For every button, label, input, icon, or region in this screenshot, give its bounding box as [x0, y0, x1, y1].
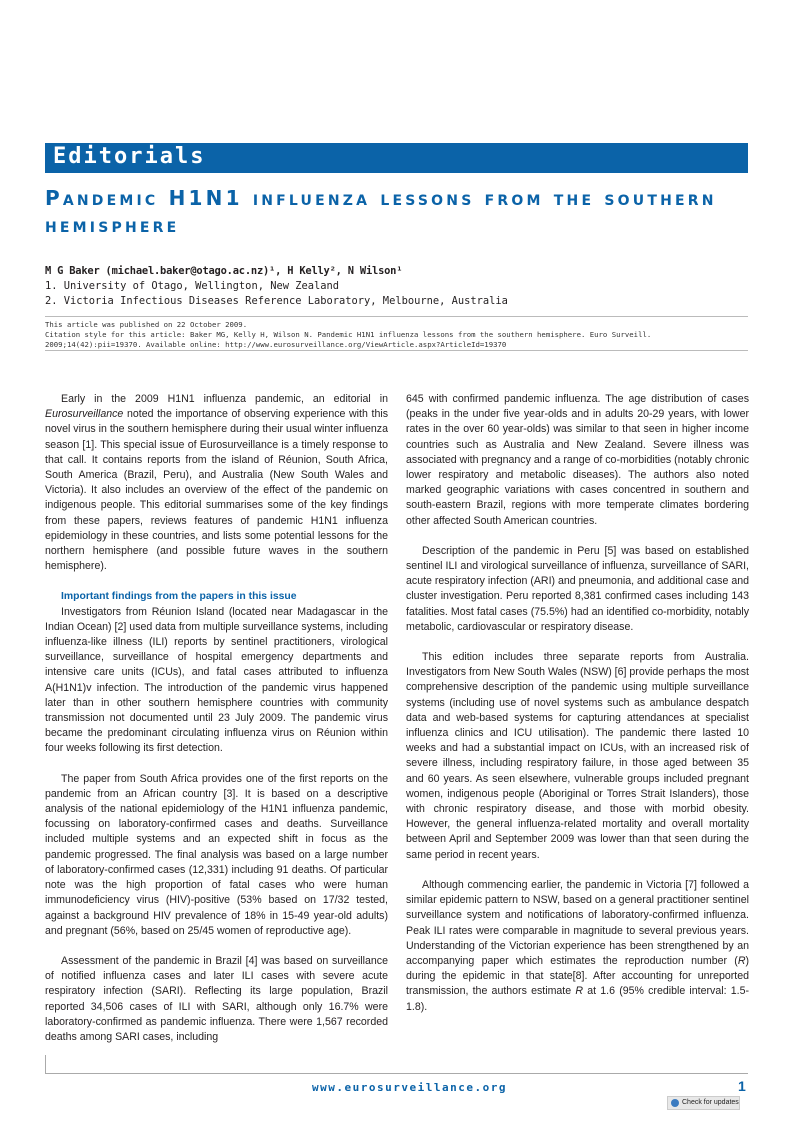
page-number: 1 — [738, 1078, 746, 1094]
paragraph: Description of the pandemic in Peru [5] was based on established sentinel ILI and virological surveillance of influenza, surveillance of SARI, acute respiratory infection (ARI) and pneumonia, and additional case and cluster investigation. Peru reported 8,381 confirmed cases including 143 fatalities. Most fatal cases (75.5%) had an identified co-morbidity, notably metabolic, cardiovascular or respiratory disease. — [406, 544, 749, 633]
section-label: Editorials — [53, 144, 206, 169]
publication-info — [45, 320, 750, 350]
refresh-icon — [671, 1099, 679, 1107]
divider — [45, 316, 748, 317]
authors-block — [45, 265, 755, 310]
paragraph: The paper from South Africa provides one of the first reports on the pandemic from an African country [3]. It is based on a descriptive analysis of the national epidemiology of the H1N1 influenza pandemic, focussing on laboratory-confirmed cases and deaths. Surveillance included multiple systems and an expected shift in focus as the pandemic progressed. The final analysis was based on a large number of laboratory-confirmed cases (12,331) including 91 deaths. Of particular note was the high proportion of fatal cases who were human immunodeficiency virus (HIV)-positive (53% based on 17/32 tested, against a background HIV prevalence of 18% in 15-49 year-old adults) and pregnant (56%, based on 25/45 women of reproductive age). — [45, 772, 388, 937]
paragraph: Investigators from Réunion Island (located near Madagascar in the Indian Ocean) [2] used data from multiple surveillance systems, including influenza-like illness (ILI) reports by sentinel practitioners, virological surveillance, surveillance of hospital emergency departments and intensive care units (ICUs), and fatal cases attributed to influenza A(H1N1)v infection. The introduction of the pandemic virus happened later than in other southern hemisphere countries with community transmission not documented until 23 July 2009. The pandemic virus became the predominant circulating influenza virus on Réunion within four weeks following its first detection. — [45, 605, 388, 755]
column-left — [45, 392, 388, 1060]
paragraph: Assessment of the pandemic in Brazil [4] was based on surveillance of notified influenza cases and later ILI cases with severe acute respiratory infection (SARI). Reflecting its large population, Brazil reported 34,506 cases of ILI with SARI, although only 16.7% were laboratory-confirmed as pandemic influenza. There were 1,567 recorded deaths among SARI cases, including — [45, 954, 388, 1043]
section-heading: Important findings from the papers in this issue — [61, 591, 297, 603]
paragraph: Although commencing earlier, the pandemic in Victoria [7] followed a similar epidemic pattern to NSW, based on a general practitioner sentinel surveillance system and notifications of laboratory-confirmed influenza. Peak ILI rates were comparable in magnitude to several previous years. Understanding of the Victorian experience has been strengthened by an accompanying paper which estimates the reproduction number (R) during the epidemic in that state[8]. After accounting for unreported transmission, the authors estimate R at 1.6 (95% credible interval: 1.5-1.8). — [406, 878, 749, 1013]
footer-divider — [45, 1073, 748, 1074]
paragraph: This edition includes three separate reports from Australia. Investigators from New South Wales (NSW) [6] provide perhaps the most comprehensive description of the pandemic using multiple surveillance systems (including use of novel systems such as ambulance despatch data and web-based systems for capturing attendances at specialist influenza clinics and ICU utilisation). The pandemic there lasted 10 weeks and had a substantial impact on ICUs, with an increased risk of severe illness, including respiratory failure, in those aged between 35 and 60 years. As seen elsewhere, vulnerable groups included pregnant women, indigenous people (Aboriginal or Torres Strait Islanders), those with chronic respiratory disease, and those with morbid obesity. However, the general influenza-related mortality and overall mortality between April and September 2009 was lower than that seen during the same period in recent years. — [406, 651, 749, 861]
citation[interactable]: Citation style for this article: Baker MG, Kelly H, Wilson N. Pandemic H1N1 influenza lessons from the southern hemisphere. Euro Surveill. 2009;14(42):pii=19370. Available online: http://www.eurosurveillance.org/ViewArticle.aspx?ArticleId=19370 — [45, 330, 652, 349]
author-line: M G Baker (michael.baker@otago.ac.nz)¹, H Kelly², N Wilson¹ — [45, 265, 403, 277]
check-updates-button[interactable] — [667, 1096, 740, 1110]
divider — [45, 350, 748, 351]
affiliation-2: 2. Victoria Infectious Diseases Reference Laboratory, Melbourne, Australia — [45, 295, 508, 307]
section-banner — [45, 143, 748, 173]
affiliation-1: 1. University of Otago, Wellington, New Zealand — [45, 280, 340, 292]
paragraph: 645 with confirmed pandemic influenza. The age distribution of cases (peaks in the under five year-olds and in adults 20-29 years, with lower rates in the over 60 year-olds) was similar to that seen in higher income countries such as Australia and New Zealand. Severe illness was associated with pregnancy and a range of co-morbidities (notably chronic lower respiratory and metabolic diseases). The authors also noted marked geographic variations with cases concentred in southern and south-eastern Brazil, regions with more temperate climates bordering other affected South American countries. — [406, 393, 749, 527]
article-title: Pandemic H1N1 influenza lessons from the southern hemisphere — [45, 186, 717, 237]
journal-name: Eurosurveillance — [45, 408, 124, 421]
published-date: This article was published on 22 October 2009. — [45, 320, 248, 329]
footer-url[interactable]: www.eurosurveillance.org — [312, 1081, 507, 1094]
check-updates-label: Check for updates — [682, 1099, 739, 1106]
column-right — [406, 392, 749, 1030]
footer-divider — [45, 1055, 46, 1074]
paragraph: Early in the 2009 H1N1 influenza pandemic, an editorial in Eurosurveillance noted the importance of observing experience with this novel virus in the southern hemisphere during their usual winter influenza season [1]. This special issue of Eurosurveillance is a timely response to that call. It contains reports from the island of Réunion, South Africa, South America (Brazil, Peru), and Australia (New South Wales and Victoria). It also includes an overview of the effect of the pandemic on indigenous people. This editorial summarises some of the key findings from these papers, reviews features of pandemic H1N1 influenza epidemiology in these countries, and lists some potential lessons for the northern hemisphere (and possible future waves in the southern hemisphere). — [45, 393, 388, 573]
